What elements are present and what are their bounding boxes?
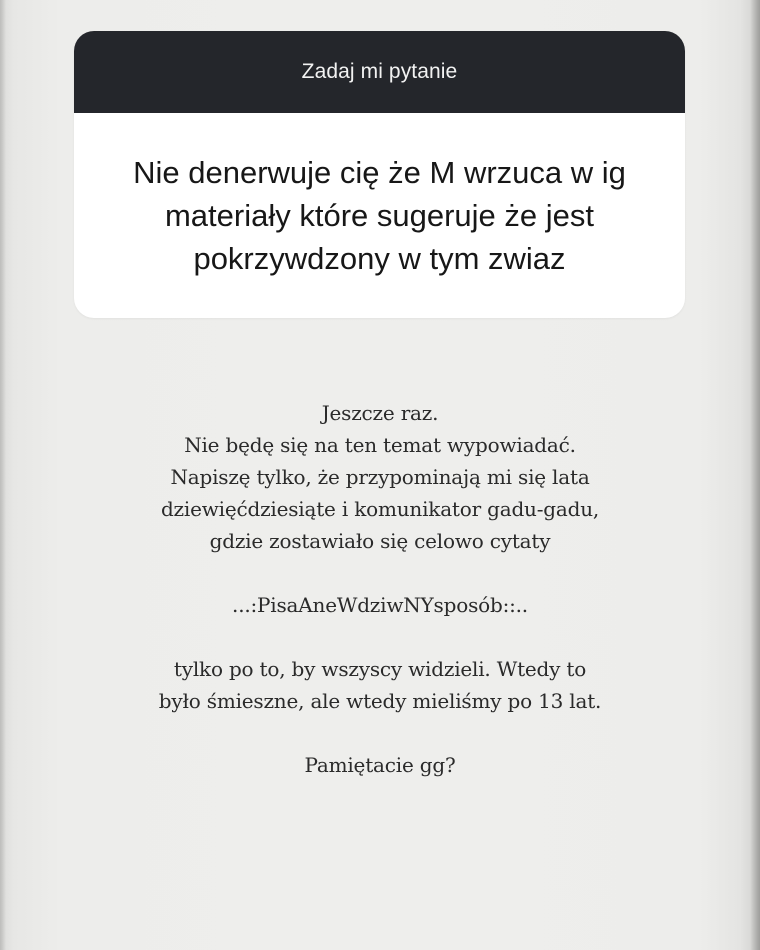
answer-text-block xyxy=(70,397,690,781)
answer-line: Jeszcze raz. xyxy=(321,401,439,425)
answer-line: było śmieszne, ale wtedy mieliśmy po 13 lat. xyxy=(158,689,602,713)
answer-paragraph-2 xyxy=(70,653,690,717)
question-sticker xyxy=(74,31,685,318)
paragraph-spacer xyxy=(70,717,690,749)
question-sticker-header xyxy=(74,31,685,113)
answer-closing xyxy=(70,749,690,781)
paragraph-spacer xyxy=(70,557,690,589)
question-text: Nie denerwuje cię że M wrzuca w ig materiały które sugeruje że jest pokrzywdzony w tym zwiaz xyxy=(133,155,626,276)
answer-line: dziewięćdziesiąte i komunikator gadu-gadu, xyxy=(160,497,600,521)
answer-line: Nie będę się na ten temat wypowiadać. xyxy=(184,433,576,457)
quoted-status-text: ...:PisaAneWdziwNYsposób::.. xyxy=(232,593,528,617)
closing-question: Pamiętacie gg? xyxy=(304,753,456,777)
answer-line: Napiszę tylko, że przypominają mi się lata xyxy=(170,465,590,489)
answer-line: tylko po to, by wszyscy widzieli. Wtedy to xyxy=(173,657,587,681)
question-sticker-title: Zadaj mi pytanie xyxy=(301,60,458,83)
screen-edge-right xyxy=(750,0,760,950)
answer-quote xyxy=(70,589,690,621)
paragraph-spacer xyxy=(70,621,690,653)
screen-edge-left xyxy=(0,0,6,950)
answer-line: gdzie zostawiało się celowo cytaty xyxy=(209,529,551,553)
answer-paragraph-1 xyxy=(70,397,690,557)
question-sticker-body xyxy=(74,113,685,318)
